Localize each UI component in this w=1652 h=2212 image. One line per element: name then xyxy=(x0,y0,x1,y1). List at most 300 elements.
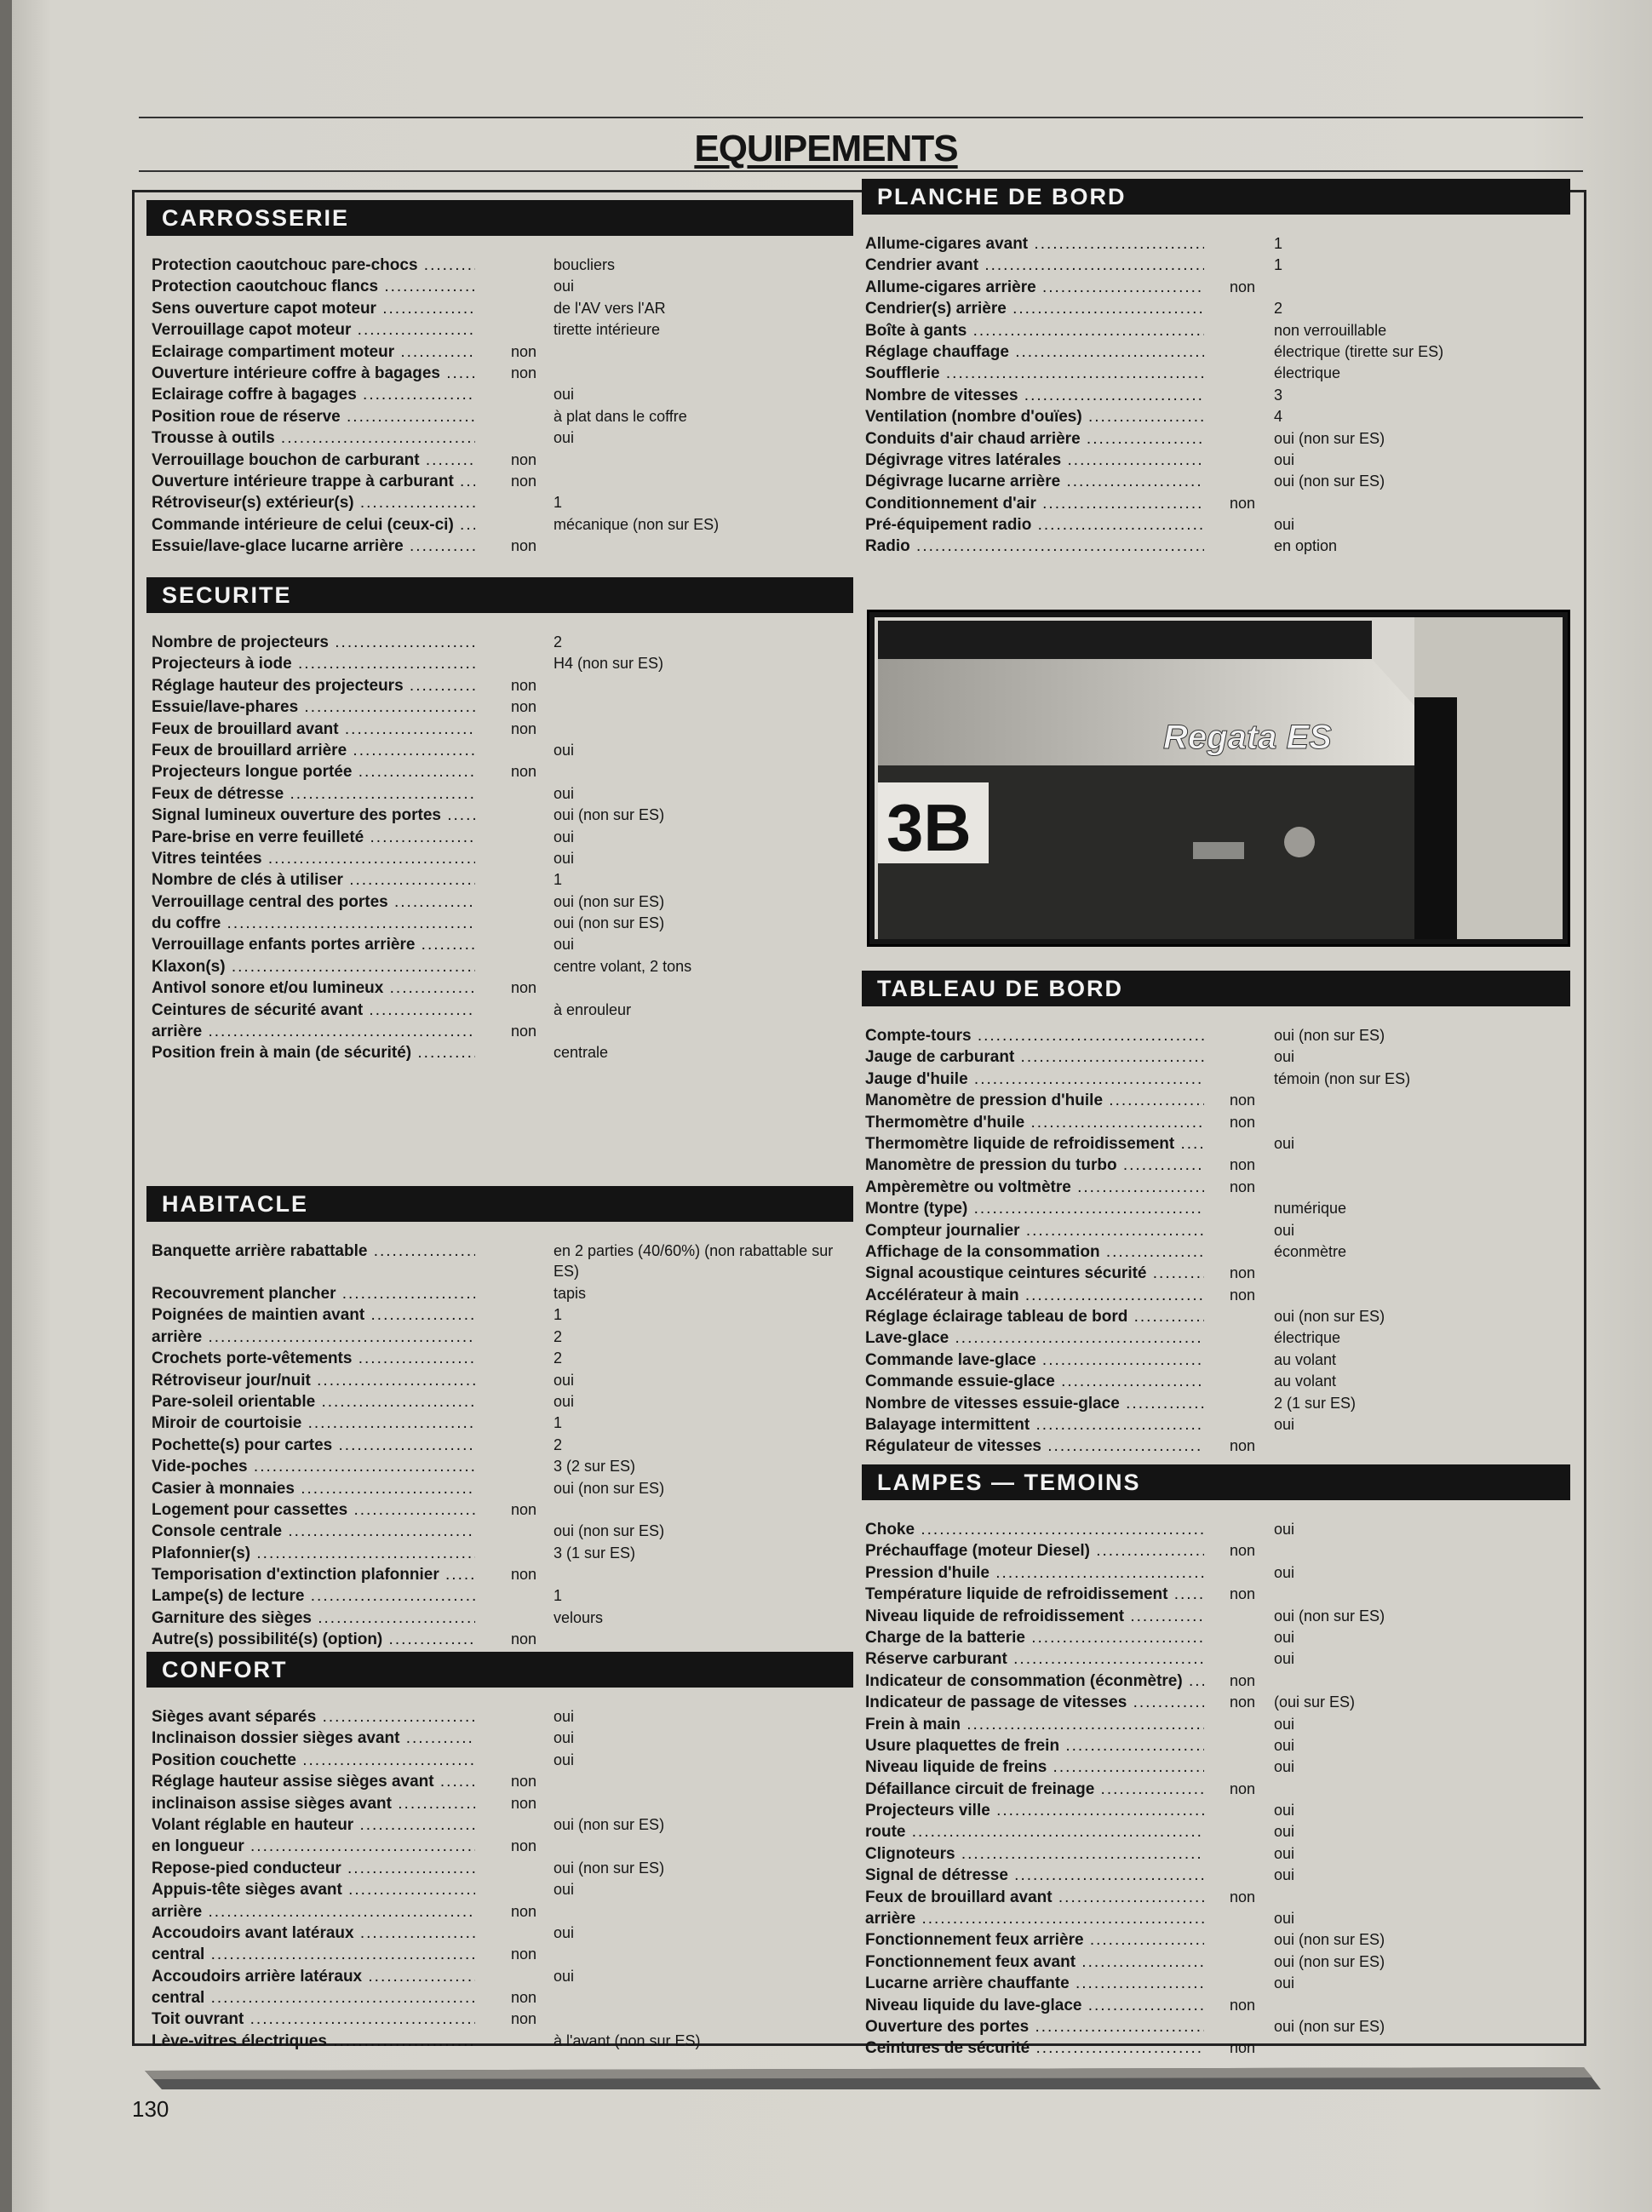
spec-label-text: Balayage intermittent xyxy=(865,1416,1030,1435)
spec-label xyxy=(865,1198,1204,1219)
spec-value: oui xyxy=(554,1751,575,1768)
spec-value: de l'AV vers l'AR xyxy=(554,299,666,317)
spec-value: oui (non sur ES) xyxy=(554,1859,665,1877)
spec-label-text: Sièges avant séparés xyxy=(152,1708,317,1726)
spec-value: oui xyxy=(1274,1628,1295,1646)
spec-row xyxy=(146,276,853,297)
spec-label xyxy=(152,492,475,513)
spec-label-text: Charge de la batterie xyxy=(865,1628,1025,1647)
spec-row xyxy=(146,1944,853,1965)
spec-value: oui xyxy=(1274,1715,1295,1733)
spec-value: 3 (2 sur ES) xyxy=(554,1458,636,1476)
spec-row xyxy=(862,1887,1570,1908)
spec-value: oui xyxy=(1274,1802,1295,1819)
spec-list xyxy=(862,215,1570,558)
spec-value: oui xyxy=(1274,450,1295,468)
spec-list xyxy=(146,1688,853,2052)
spec-value: velours xyxy=(554,1608,604,1626)
spec-label-text: Ceintures de sécurité xyxy=(865,2039,1030,2058)
spec-row xyxy=(146,1021,853,1042)
spec-label-text: Feux de brouillard arrière xyxy=(152,741,347,759)
spec-value: 1 xyxy=(554,1587,563,1605)
spec-row xyxy=(862,2016,1570,2037)
spec-label-text: Commande intérieure de celui (ceux-ci) xyxy=(152,515,454,534)
spec-label xyxy=(865,363,1204,384)
spec-value: 2 xyxy=(554,1327,563,1345)
spec-non: non xyxy=(1230,1178,1256,1195)
spec-non: non xyxy=(1230,278,1256,295)
spec-row xyxy=(146,1543,853,1564)
spec-row xyxy=(862,233,1570,255)
spec-label-text: Console centrale xyxy=(152,1522,283,1541)
spec-label-text: arrière xyxy=(152,1327,203,1346)
spec-row xyxy=(862,1692,1570,1713)
spec-label-text: central xyxy=(152,1946,205,1964)
spec-label xyxy=(152,1304,475,1326)
spec-label xyxy=(152,1966,475,1987)
spec-label-text: Essuie/lave-glace lucarne arrière xyxy=(152,537,404,556)
spec-non: non xyxy=(1230,1156,1256,1174)
spec-label xyxy=(152,514,475,536)
section-heading: CONFORT xyxy=(146,1652,853,1688)
spec-label-text: Fonctionnement feux avant xyxy=(865,1952,1076,1971)
spec-row xyxy=(862,320,1570,341)
spec-non: non xyxy=(511,1902,537,1920)
spec-row xyxy=(862,1241,1570,1263)
spec-label-text: Réserve carburant xyxy=(865,1650,1007,1669)
spec-label-text: Feux de détresse xyxy=(152,784,284,803)
spec-row xyxy=(146,319,853,341)
spec-label-text: arrière xyxy=(152,1902,203,1921)
spec-label-text: Affichage de la consommation xyxy=(865,1242,1100,1261)
spec-row xyxy=(862,1155,1570,1176)
section-heading: SECURITE xyxy=(146,577,853,613)
spec-value: oui (non sur ES) xyxy=(554,892,665,910)
spec-label xyxy=(152,761,475,782)
spec-label xyxy=(152,1327,475,1348)
spec-row xyxy=(146,696,853,718)
spec-label-text: central xyxy=(152,1989,205,2008)
spec-value: 2 xyxy=(1274,300,1283,318)
spec-label-text: Conditionnement d'air xyxy=(865,494,1036,513)
spec-label-text: Préchauffage (moteur Diesel) xyxy=(865,1542,1090,1561)
spec-label xyxy=(865,1648,1204,1670)
spec-label xyxy=(865,1606,1204,1627)
spec-row xyxy=(146,450,853,471)
spec-label-text: Position frein à main (de sécurité) xyxy=(152,1044,412,1063)
spec-value: tapis xyxy=(554,1285,587,1302)
spec-row xyxy=(146,1283,853,1304)
spec-row xyxy=(146,848,853,869)
spec-row xyxy=(862,1436,1570,1457)
spec-label-text: Dégivrage vitres latérales xyxy=(865,450,1062,469)
spec-label-text: Klaxon(s) xyxy=(152,957,226,976)
spec-value: oui (non sur ES) xyxy=(554,914,665,932)
spec-label-text: Ceintures de sécurité avant xyxy=(152,1000,364,1019)
spec-list xyxy=(862,1500,1570,2060)
spec-label-text: Projecteurs à iode xyxy=(152,655,292,673)
spec-row xyxy=(862,363,1570,384)
spec-non: non xyxy=(511,1837,537,1855)
spec-value: électrique xyxy=(1274,364,1341,382)
spec-value: oui (non sur ES) xyxy=(1274,1027,1385,1044)
spec-row xyxy=(146,783,853,805)
section-lampes-temoins xyxy=(862,1464,1570,2060)
spec-row xyxy=(146,471,853,492)
spec-value: oui xyxy=(554,828,575,845)
spec-label-text: Régulateur de vitesses xyxy=(865,1437,1041,1456)
spec-label xyxy=(865,1929,1204,1951)
section-securite xyxy=(146,577,853,1064)
spec-row xyxy=(862,1327,1570,1349)
spec-row xyxy=(862,1908,1570,1929)
spec-value: oui xyxy=(554,1729,575,1747)
section-heading: LAMPES — TEMOINS xyxy=(862,1464,1570,1500)
spec-row xyxy=(146,1793,853,1814)
spec-label-text: Réglage hauteur des projecteurs xyxy=(152,676,404,695)
spec-row xyxy=(862,1562,1570,1584)
spec-non: non xyxy=(511,1023,537,1040)
spec-label xyxy=(152,1283,475,1304)
spec-row xyxy=(862,1414,1570,1436)
spec-label-text: arrière xyxy=(152,1023,203,1041)
top-rule xyxy=(139,117,1583,118)
spec-label-text: Pare-soleil orientable xyxy=(152,1392,316,1411)
spec-value: oui xyxy=(554,1371,575,1389)
spec-label xyxy=(152,1456,475,1477)
spec-row xyxy=(146,1858,853,1879)
spec-row xyxy=(862,1371,1570,1392)
spec-label xyxy=(152,1750,475,1771)
spec-non: non xyxy=(1230,1693,1256,1711)
spec-value: oui xyxy=(554,784,575,802)
spec-list xyxy=(146,236,853,557)
spec-label xyxy=(865,2037,1204,2059)
spec-value: oui xyxy=(554,1392,575,1410)
spec-label xyxy=(152,2009,475,2030)
spec-label xyxy=(152,471,475,492)
bottom-rule-bar xyxy=(145,2067,1601,2089)
spec-non: non xyxy=(1230,1996,1256,2014)
spec-label-text: Boîte à gants xyxy=(865,321,967,340)
section-heading: PLANCHE DE BORD xyxy=(862,179,1570,215)
spec-row xyxy=(862,1735,1570,1756)
spec-row xyxy=(862,536,1570,557)
spec-non: non xyxy=(1230,1286,1256,1304)
section-planche-de-bord xyxy=(862,179,1570,558)
spec-label xyxy=(865,428,1204,450)
spec-value: oui (non sur ES) xyxy=(1274,2017,1385,2035)
spec-label-text: Antivol sonore et/ou lumineux xyxy=(152,979,384,998)
spec-label xyxy=(865,385,1204,406)
spec-row xyxy=(862,1865,1570,1886)
spec-row xyxy=(862,1714,1570,1735)
spec-row xyxy=(146,913,853,934)
spec-label-text: Lucarne arrière chauffante xyxy=(865,1974,1070,1993)
spec-label-text: Choke xyxy=(865,1521,915,1539)
spec-label xyxy=(152,1435,475,1456)
spec-row xyxy=(862,1198,1570,1219)
spec-value: oui xyxy=(554,386,575,404)
spec-label-text: Indicateur de consommation (éconmètre) xyxy=(865,1671,1183,1690)
spec-value: 2 xyxy=(554,633,563,650)
spec-row xyxy=(146,341,853,363)
spec-row xyxy=(146,1042,853,1063)
spec-label-text: Projecteurs ville xyxy=(865,1802,990,1820)
spec-label xyxy=(152,848,475,869)
spec-row xyxy=(146,1706,853,1728)
spec-label-text: Signal acoustique ceintures sécurité xyxy=(865,1264,1147,1283)
spec-value: 2 (1 sur ES) xyxy=(1274,1394,1357,1412)
spec-label xyxy=(152,276,475,297)
spec-label-text: Eclairage compartiment moteur xyxy=(152,342,395,361)
spec-label-text: Temporisation d'extinction plafonnier xyxy=(152,1566,439,1585)
spec-label-text: Soufflerie xyxy=(865,364,940,383)
spec-row xyxy=(862,1090,1570,1111)
spec-row xyxy=(862,428,1570,450)
spec-non: non xyxy=(1230,1437,1256,1455)
spec-value: 2 xyxy=(554,1350,563,1367)
spec-label xyxy=(152,1348,475,1369)
spec-label-text: Allume-cigares avant xyxy=(865,235,1029,253)
spec-row xyxy=(146,255,853,276)
spec-value: 1 xyxy=(554,871,563,889)
spec-label xyxy=(152,384,475,405)
spec-row xyxy=(862,1350,1570,1371)
spec-label xyxy=(152,1706,475,1728)
spec-label-text: Radio xyxy=(865,537,910,556)
spec-value: 3 xyxy=(1274,386,1283,404)
spec-label xyxy=(865,1865,1204,1886)
spec-row xyxy=(862,1843,1570,1865)
spec-label-text: Nombre de projecteurs xyxy=(152,633,329,651)
spec-non: non xyxy=(511,1773,537,1791)
spec-value: oui (non sur ES) xyxy=(1274,1952,1385,1970)
spec-label xyxy=(865,1584,1204,1605)
spec-non: non xyxy=(1230,1092,1256,1109)
spec-row xyxy=(146,2009,853,2030)
spec-label xyxy=(865,471,1204,492)
spec-label xyxy=(865,1735,1204,1756)
spec-label xyxy=(152,406,475,427)
spec-row xyxy=(146,492,853,513)
spec-label-text: Réglage hauteur assise sièges avant xyxy=(152,1773,434,1791)
spec-label xyxy=(865,1951,1204,1973)
spec-value: oui (non sur ES) xyxy=(1274,1607,1385,1625)
spec-label-text: Rétroviseur(s) extérieur(s) xyxy=(152,494,354,513)
spec-label-text: Verrouillage enfants portes arrière xyxy=(152,936,416,954)
spec-label xyxy=(865,1155,1204,1176)
spec-label-text: Ouverture des portes xyxy=(865,2017,1030,2036)
spec-label-text: Thermomètre d'huile xyxy=(865,1113,1025,1132)
spec-value: oui xyxy=(1274,1910,1295,1928)
spec-label xyxy=(865,1692,1204,1713)
section-heading: HABITACLE xyxy=(146,1186,853,1222)
spec-label xyxy=(152,1585,475,1607)
spec-non: non xyxy=(511,1500,537,1518)
spec-label xyxy=(865,1371,1204,1392)
spec-label-text: Position couchette xyxy=(152,1751,296,1769)
spec-label xyxy=(865,1908,1204,1929)
spec-value: oui xyxy=(1274,1823,1295,1841)
spec-row xyxy=(862,1177,1570,1198)
spec-label xyxy=(152,2031,475,2052)
spec-label-text: Conduits d'air chaud arrière xyxy=(865,429,1081,448)
spec-label-text: Commande essuie-glace xyxy=(865,1372,1055,1391)
spec-row xyxy=(862,1069,1570,1090)
spec-row xyxy=(862,1133,1570,1155)
spec-row xyxy=(862,471,1570,492)
spec-label-text: Nombre de clés à utiliser xyxy=(152,871,343,890)
spec-non: non xyxy=(511,472,537,490)
spec-label-text: Appuis-tête sièges avant xyxy=(152,1881,342,1900)
spec-non: non xyxy=(511,342,537,360)
spec-label xyxy=(865,1756,1204,1778)
spec-non: non xyxy=(511,979,537,997)
section-heading: TABLEAU DE BORD xyxy=(862,971,1570,1006)
spec-row xyxy=(146,675,853,696)
spec-label xyxy=(152,1771,475,1792)
spec-row xyxy=(146,827,853,848)
spec-row xyxy=(146,2031,853,2052)
spec-non: non xyxy=(1230,494,1256,512)
spec-label xyxy=(865,1800,1204,1821)
spec-label-text: Pochette(s) pour cartes xyxy=(152,1436,333,1454)
spec-label xyxy=(152,1858,475,1879)
spec-row xyxy=(146,1771,853,1792)
spec-label-text: Signal de détresse xyxy=(865,1866,1008,1885)
spec-value: 1 xyxy=(554,1414,563,1432)
spec-value: oui xyxy=(1274,1650,1295,1668)
spec-row xyxy=(146,514,853,536)
plate-text: 3B xyxy=(886,790,972,865)
spec-list xyxy=(862,1006,1570,1458)
spec-value: oui xyxy=(1274,1866,1295,1884)
spec-label xyxy=(865,1393,1204,1414)
spec-label xyxy=(865,1995,1204,2016)
spec-value: oui (non sur ES) xyxy=(1274,473,1385,490)
spec-value: tirette intérieure xyxy=(554,321,661,339)
spec-label-text: Verrouillage bouchon de carburant xyxy=(152,450,420,469)
spec-label-text: Miroir de courtoisie xyxy=(152,1414,302,1433)
spec-row xyxy=(862,1285,1570,1306)
spec-label-text: Montre (type) xyxy=(865,1200,968,1218)
spec-label xyxy=(865,1241,1204,1263)
spec-label xyxy=(865,1779,1204,1800)
spec-row xyxy=(146,1987,853,2009)
spec-label xyxy=(152,298,475,319)
spec-label-text: Verrouillage central des portes xyxy=(152,892,388,911)
spec-row xyxy=(862,450,1570,471)
spec-row xyxy=(146,1348,853,1369)
spec-row xyxy=(146,384,853,405)
spec-value: (oui sur ES) xyxy=(1274,1693,1356,1711)
spec-non: non xyxy=(511,1794,537,1812)
spec-label xyxy=(152,1836,475,1857)
spec-value: en option xyxy=(1274,537,1338,555)
spec-row xyxy=(146,1607,853,1629)
spec-value: oui xyxy=(1274,1134,1295,1152)
spec-label-text: arrière xyxy=(865,1910,916,1928)
spec-row xyxy=(146,1814,853,1836)
spec-row xyxy=(862,514,1570,536)
spec-label xyxy=(152,934,475,955)
spec-value: oui (non sur ES) xyxy=(1274,1931,1385,1949)
spec-row xyxy=(146,1000,853,1021)
spec-row xyxy=(146,653,853,674)
spec-label xyxy=(865,1540,1204,1562)
spec-row xyxy=(862,298,1570,319)
spec-label xyxy=(865,1133,1204,1155)
spec-label-text: en longueur xyxy=(152,1837,244,1856)
spec-label xyxy=(152,1478,475,1499)
spec-non: non xyxy=(1230,1585,1256,1603)
spec-value: 1 xyxy=(1274,235,1283,252)
spec-row xyxy=(146,1585,853,1607)
spec-value: oui xyxy=(1274,1048,1295,1066)
section-habitacle xyxy=(146,1186,853,1651)
spec-label-text: Compteur journalier xyxy=(865,1221,1020,1240)
spec-label-text: Fonctionnement feux arrière xyxy=(865,1931,1084,1950)
spec-label-text: Verrouillage capot moteur xyxy=(152,321,352,340)
spec-label-text: Projecteurs longue portée xyxy=(152,763,353,782)
spec-label xyxy=(152,869,475,891)
spec-label xyxy=(152,450,475,471)
spec-row xyxy=(146,869,853,891)
spec-row xyxy=(146,1966,853,1987)
spec-row xyxy=(862,1756,1570,1778)
spec-label xyxy=(865,450,1204,471)
spec-label-text: Niveau liquide de freins xyxy=(865,1758,1047,1777)
spec-label xyxy=(865,1519,1204,1540)
spec-label xyxy=(865,1350,1204,1371)
spec-label xyxy=(865,493,1204,514)
spec-label-text: Volant réglable en hauteur xyxy=(152,1815,354,1834)
spec-row xyxy=(146,891,853,913)
spec-row xyxy=(146,934,853,955)
spec-label xyxy=(865,1670,1204,1692)
spec-label xyxy=(865,341,1204,363)
spec-row xyxy=(146,363,853,384)
spec-label xyxy=(152,1793,475,1814)
spec-non: non xyxy=(511,698,537,716)
spec-label-text: Allume-cigares arrière xyxy=(865,278,1036,296)
spec-label xyxy=(152,1607,475,1629)
spec-label-text: Cendrier avant xyxy=(865,256,979,275)
spec-non: non xyxy=(511,364,537,381)
spec-row xyxy=(862,1627,1570,1648)
car-photo xyxy=(867,610,1570,947)
spec-row xyxy=(862,1025,1570,1046)
spec-label xyxy=(152,783,475,805)
spec-value: oui xyxy=(1274,1844,1295,1862)
spec-value: oui xyxy=(1274,1416,1295,1434)
spec-label xyxy=(152,1901,475,1923)
spec-label xyxy=(152,319,475,341)
title-rule xyxy=(139,170,1583,172)
spec-value: oui (non sur ES) xyxy=(1274,1308,1385,1326)
spec-label xyxy=(865,2016,1204,2037)
spec-label xyxy=(152,1391,475,1413)
spec-value: oui xyxy=(554,741,575,759)
spec-label xyxy=(865,536,1204,557)
spec-non: non xyxy=(511,719,537,737)
spec-label-text: Repose-pied conducteur xyxy=(152,1859,341,1877)
spec-label-text: Protection caoutchouc pare-chocs xyxy=(152,256,418,274)
spec-value: oui xyxy=(1274,1221,1295,1239)
spec-value: oui xyxy=(554,1923,575,1941)
spec-non: non xyxy=(511,1566,537,1584)
